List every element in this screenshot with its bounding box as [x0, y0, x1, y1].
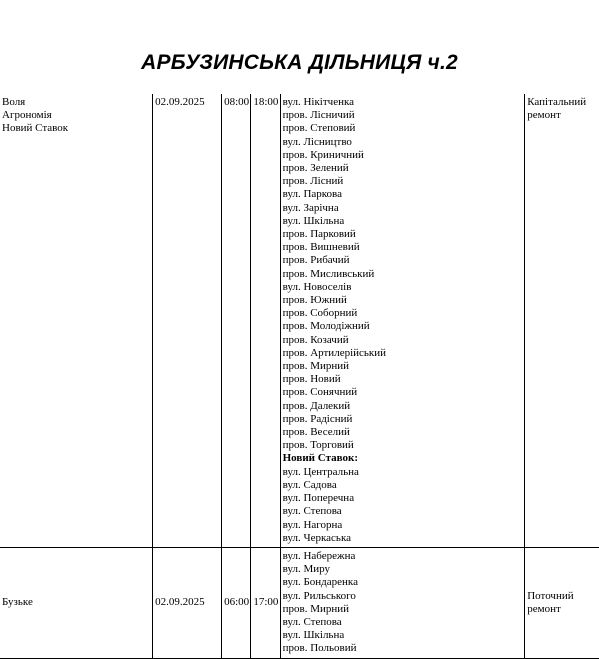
street-item: пров. Артилерійський	[282, 346, 387, 359]
location-name: Агрономія	[2, 109, 52, 122]
street-item: вул. Паркова	[282, 188, 342, 201]
street-item: пров. Новий	[282, 373, 341, 386]
locations-cell	[0, 94, 153, 547]
street-item: пров. Веселий	[282, 426, 350, 439]
start-time-cell: 06:00	[222, 547, 251, 658]
street-group-heading: Новий Ставок:	[282, 452, 358, 465]
street-item: пров. Рибачий	[282, 254, 350, 267]
street-item: вул. Набережна	[282, 549, 356, 562]
street-item: пров. Далекий	[282, 399, 351, 412]
street-item: вул. Рильського	[282, 589, 356, 602]
street-item: вул. Шкільна	[282, 214, 345, 227]
street-item: вул. Новоселів	[282, 280, 352, 293]
street-item: вул. Поперечна	[282, 492, 355, 505]
streets-cell	[280, 94, 525, 547]
location-name: Новий Ставок	[2, 122, 69, 135]
street-item: пров. Лісничий	[282, 109, 355, 122]
street-item: вул. Нагорна	[282, 518, 343, 531]
street-item: вул. Шкільна	[282, 629, 345, 642]
street-item: пров. Степовий	[282, 122, 356, 135]
street-item: пров. Мирний	[282, 602, 350, 615]
street-item: пров. Криничний	[282, 148, 364, 161]
street-item: пров. Парковий	[282, 228, 356, 241]
date-cell: 02.09.2025	[153, 94, 222, 547]
street-item: вул. Миру	[282, 563, 330, 576]
end-time-cell: 18:00	[251, 94, 280, 547]
work-type-cell: Поточний ремонт	[525, 547, 599, 658]
street-item: пров. Зелений	[282, 162, 349, 175]
street-item: вул. Нікітченка	[282, 96, 355, 108]
work-type-cell: Капітальний ремонт	[525, 94, 599, 547]
outage-schedule-table	[0, 94, 599, 659]
street-item: пров. Мисливський	[282, 267, 375, 280]
locations-cell	[0, 547, 153, 658]
street-item: вул. Черкаська	[282, 531, 351, 544]
street-item: вул. Степова	[282, 505, 342, 518]
street-item: пров. Сонячний	[282, 386, 358, 399]
street-item: вул. Центральна	[282, 465, 359, 478]
table-row	[0, 547, 599, 658]
street-item: вул. Степова	[282, 615, 342, 628]
street-item: вул. Садова	[282, 478, 337, 491]
street-item: пров. Польовий	[282, 642, 357, 655]
date-cell: 02.09.2025	[153, 547, 222, 658]
street-item: пров. Южний	[282, 294, 347, 307]
street-item: вул. Бондаренка	[282, 576, 358, 589]
street-item: пров. Лісний	[282, 175, 344, 188]
street-item: пров. Соборний	[282, 307, 358, 320]
street-item: пров. Молодіжний	[282, 320, 370, 333]
street-item: пров. Вишневий	[282, 241, 360, 254]
location-name: Воля	[2, 96, 26, 108]
street-item: пров. Мирний	[282, 360, 350, 373]
start-time-cell: 08:00	[222, 94, 251, 547]
end-time-cell: 17:00	[251, 547, 280, 658]
page-title: АРБУЗИНСЬКА ДІЛЬНИЦЯ ч.2	[141, 51, 458, 74]
street-item: пров. Козачий	[282, 333, 349, 346]
table-row	[0, 94, 599, 547]
street-item: вул. Зарічна	[282, 201, 339, 214]
location-name: Бузьке	[2, 596, 33, 609]
street-item: пров. Торговий	[282, 439, 354, 452]
street-item: вул. Лісництво	[282, 135, 352, 148]
street-item: пров. Радісний	[282, 412, 353, 425]
streets-cell	[280, 547, 525, 658]
